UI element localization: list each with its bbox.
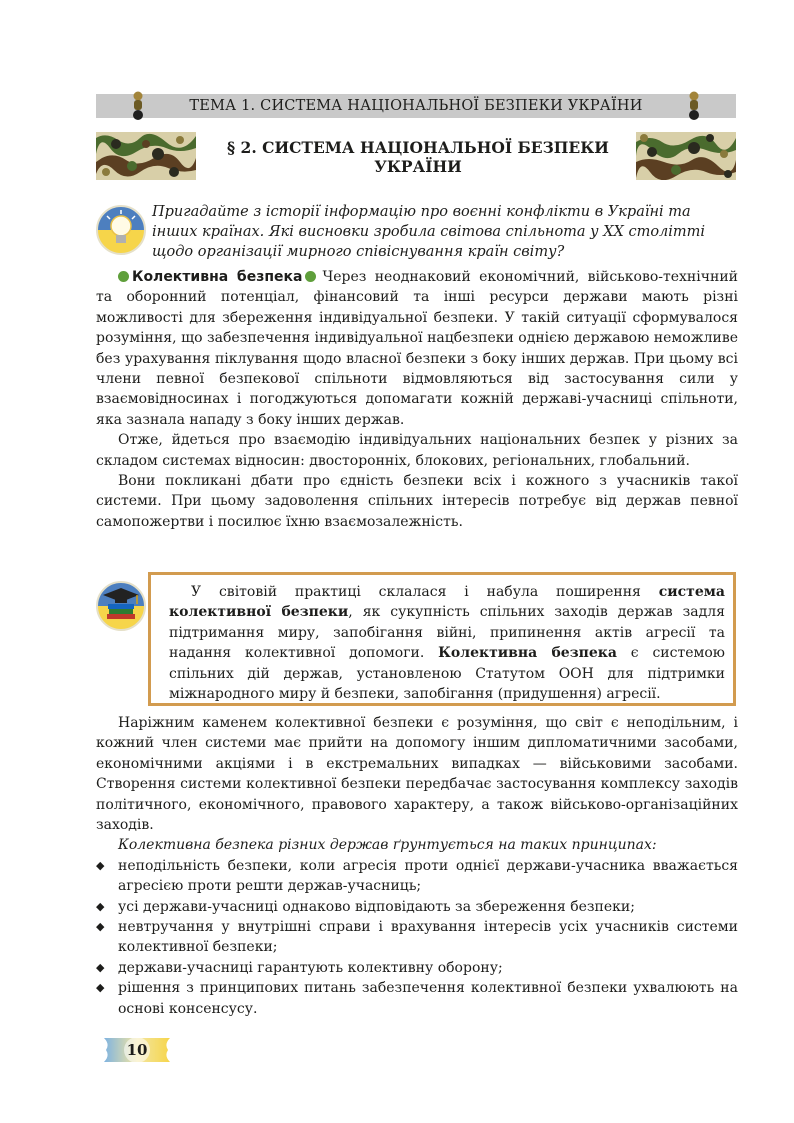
cornerstone-paragraph: Наріжним каменем колективної безпеки є розуміння, що світ є неподільним, і кожний член системи має прийти на допомогу іншим дипломатичними засобами, економічними акціями і в екстремальних випадках — військовими засобами. Створення системи колективної безпеки передбачає застосування комплексу заходів політичного, економічного, правового характеру, а також військово-організаційних заходів. (96, 715, 738, 834)
green-dot-marker (118, 271, 129, 282)
topic-title: ТЕМА 1. СИСТЕМА НАЦІОНАЛЬНОЇ БЕЗПЕКИ УКРАЇНИ (189, 98, 643, 114)
list-item: ◆ невтручання у внутрішні справи і врахування інтересів усіх учасників системи колективної безпеки; (96, 917, 738, 958)
topic-header-bar (96, 94, 736, 118)
intro-question: Пригадайте з історії інформацію про воєнні конфлікти в Україні та інших країнах. Які висновки зробила світова спільнота у XX столітті щодо організації мирного співіснування країн світу? (152, 204, 706, 260)
pin-icon (688, 91, 700, 121)
section-title-line-2: УКРАЇНИ (374, 157, 462, 176)
pin-icon (132, 91, 144, 121)
list-item: ◆ неподільність безпеки, коли агресія проти однієї держави-учасника вважається агресією проти решти держав-учасниць; (96, 856, 738, 897)
camouflage-pattern-decoration (636, 132, 736, 180)
principles-list (96, 856, 738, 1019)
definition-term: система колективної безпеки (169, 584, 725, 621)
principles-section (96, 713, 738, 1019)
page-number (100, 1036, 174, 1064)
lightbulb-icon (95, 204, 147, 256)
paragraph-1: Через неоднаковий економічний, військово-технічний та оборонний потенціал, фінансовий та інші ресурси держави мають різні можливості для збереження індивідуальної безпеки. У такій ситуації сформувалося розуміння, що забезпечення індивідуальної нацбезпеки однією державою неможливе без урахування піклування щодо власної безпеки з боку інших держав. При цьому всі члени певної безпекової спільноти відмовляються від застосування сили у взаємовідносинах і погоджуються допомагати кожній державі-учасниці спільноти, яка зазнала нападу з боку інших держав. (96, 269, 738, 428)
definition-text: є системою спільних дій держав, установленою Статутом ООН для підтримки міжнародного миру й безпеки, запобігання (придушення) агресії. (169, 645, 725, 703)
section-title-line-1: § 2. СИСТЕМА НАЦІОНАЛЬНОЇ БЕЗПЕКИ (227, 138, 609, 157)
page-number-value: 10 (126, 1041, 148, 1059)
list-item: ◆ держави-учасниці гарантують колективну оборону; (96, 958, 738, 978)
paragraph-3: Вони покликані дбати про єдність безпеки всіх і кожного з учасників такої системи. При цьому задоволення спільних інтересів потребує від держав певної самопожертви і посилює їхню взаємозалежність. (96, 473, 738, 530)
definition-text: , як сукупність спільних заходів держав задля підтримання миру, запобігання війні, припинення актів агресії та надання колективної допомоги. (169, 604, 725, 662)
green-dot-marker (305, 271, 316, 282)
paragraph-2: Отже, йдеться про взаємодію індивідуальних національних безпек у різних за складом системах відносин: двосторонніх, блокових, регіональних, глобальний. (96, 432, 738, 469)
definition-box (148, 572, 736, 706)
definition-term: Колективна безпека (438, 645, 617, 662)
term-heading: Колективна безпека (132, 269, 303, 285)
graduation-cap-books-icon (95, 580, 147, 632)
list-item: ◆ усі держави-учасниці однаково відповідають за збереження безпеки; (96, 897, 738, 917)
collective-security-section (96, 267, 738, 532)
definition-text: У світовій практиці склалася і набула поширення (191, 584, 659, 600)
principles-intro: Колективна безпека різних держав ґрунтується на таких принципах: (118, 837, 657, 854)
list-item: ◆ рішення з принципових питань забезпечення колективної безпеки ухвалюють на основі консенсусу. (96, 978, 738, 1019)
section-title (200, 138, 636, 176)
camouflage-pattern-decoration (96, 132, 196, 180)
